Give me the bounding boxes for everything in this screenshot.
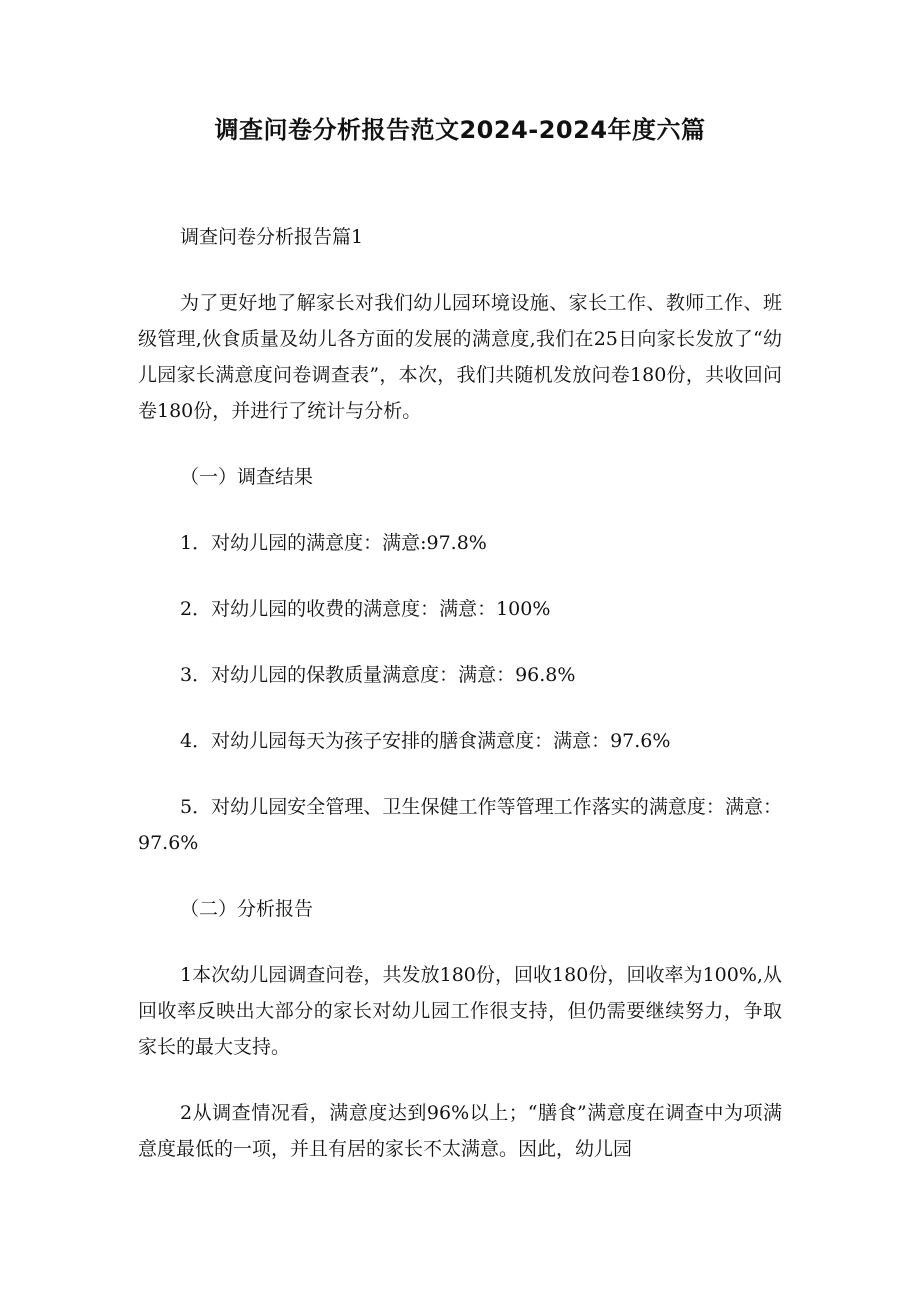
result-item-3: 3．对幼儿园的保教质量满意度：满意：96.8% — [180, 664, 576, 686]
document-body — [138, 219, 782, 1197]
result-item-4: 4．对幼儿园每天为孩子安排的膳食满意度：满意：97.6% — [180, 730, 671, 752]
intro-paragraph: 为了更好地了解家长对我们幼儿园环境设施、家长工作、教师工作、班级管理,伙食质量及幼儿各方面的发展的满意度,我们在25日向家长发放了“幼儿园家长满意度问卷调查表”，本次，我们共随机发放问卷180份，共收回问卷180份，并进行了统计与分析。 — [138, 292, 782, 422]
section-heading: 调查问卷分析报告篇1 — [180, 226, 364, 248]
analysis-heading: （二）分析报告 — [180, 898, 314, 920]
result-item-5: 5．对幼儿园安全管理、卫生保健工作等管理工作落实的满意度：满意：97.6% — [138, 796, 782, 854]
analysis-paragraph-2: 2从调查情况看，满意度达到96%以上；“膳食”满意度在调查中为项满意度最低的一项，并且有居的家长不太满意。因此，幼儿园 — [138, 1102, 782, 1160]
analysis-paragraph-1: 1本次幼儿园调查问卷，共发放180份，回收180份，回收率为100%,从回收率反映出大部分的家长对幼儿园工作很支持，但仍需要继续努力，争取家长的最大支持。 — [138, 964, 782, 1058]
results-heading: （一）调查结果 — [180, 466, 314, 488]
document-title: 调查问卷分析报告范文2024-2024年度六篇 — [214, 116, 706, 144]
result-item-1: 1．对幼儿园的满意度：满意:97.8% — [180, 532, 487, 554]
result-item-2: 2．对幼儿园的收费的满意度：满意：100% — [180, 598, 551, 620]
